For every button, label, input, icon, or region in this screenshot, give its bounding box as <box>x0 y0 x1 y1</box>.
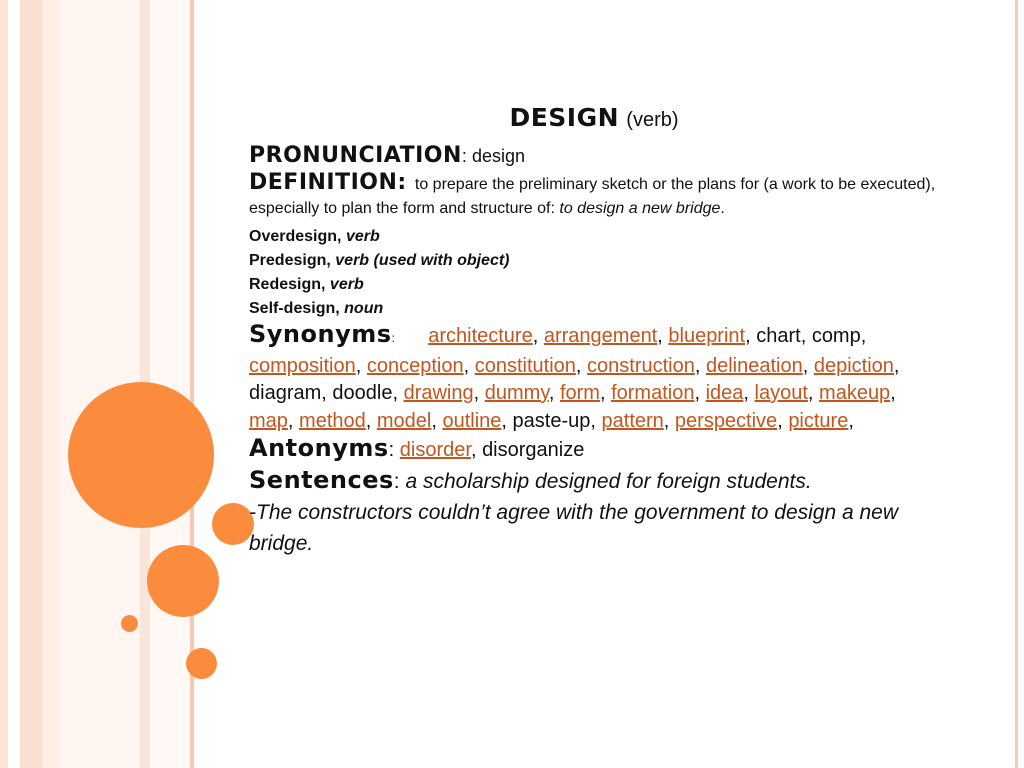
word-link[interactable]: picture <box>788 409 849 432</box>
word-link[interactable]: form <box>559 382 600 404</box>
word-text: diagram <box>249 382 322 404</box>
form-word: Predesign, <box>249 252 331 269</box>
form-word: Redesign, <box>249 276 326 293</box>
sentence-first: a scholarship designed for foreign students. <box>405 469 812 493</box>
word-text: paste-up <box>512 409 591 432</box>
word-text: chart <box>756 325 801 347</box>
word-form-item <box>249 225 939 249</box>
decor-stripe <box>8 0 20 768</box>
word-link[interactable]: constitution <box>474 354 576 377</box>
decor-stripe <box>0 0 8 768</box>
word-link[interactable]: formation <box>611 382 695 404</box>
slide-title <box>249 100 939 137</box>
word-link[interactable]: dummy <box>484 382 549 404</box>
definition-end: . <box>720 200 725 217</box>
form-word: Self-design, <box>249 300 340 317</box>
word-link[interactable]: idea <box>705 382 744 404</box>
word-link[interactable]: makeup <box>819 382 891 404</box>
decor-stripe <box>20 0 42 768</box>
form-pos: verb <box>345 228 380 245</box>
form-word: Overdesign, <box>249 228 342 245</box>
word-link[interactable]: architecture <box>428 325 533 347</box>
sentences-label: Sentences <box>249 465 394 494</box>
decor-circle-large <box>68 382 214 528</box>
definition-block: DEFINITION: to prepare the preliminary sketch or the plans for (a work to be executed), especially to plan the form and structure of: to design a new bridge. <box>249 170 936 217</box>
word-link[interactable]: pattern <box>601 409 664 432</box>
form-pos: verb <box>329 276 364 293</box>
decor-stripe <box>42 0 60 768</box>
word-text: disorganize <box>482 439 585 461</box>
word-form-item <box>249 273 939 297</box>
form-pos: verb (used with object) <box>335 252 510 269</box>
word-link[interactable]: perspective <box>674 409 778 432</box>
word-form-item <box>249 297 939 321</box>
pronunciation-label: PRONUNCIATION <box>249 143 462 168</box>
word-text: comp <box>811 325 861 347</box>
decor-circle-small <box>121 615 138 632</box>
word-forms <box>249 225 939 321</box>
title-pos: (verb) <box>626 109 679 131</box>
word-link[interactable]: drawing <box>403 382 474 404</box>
word-link[interactable]: composition <box>249 354 356 377</box>
slide-content <box>249 100 939 559</box>
word-link[interactable]: outline <box>442 409 502 432</box>
definition-example: to design a new bridge <box>559 200 721 217</box>
synonyms-block: Synonyms: architecture, arrangement, blueprint, chart, comp, composition, conception, constitution, construction, delineation, depiction, diagram, doodle, drawing, dummy, form, formation, idea, layout, makeup, map, method, model, outline, paste-up, pattern, perspective, picture, <box>249 320 900 432</box>
word-link[interactable]: layout <box>754 382 808 404</box>
title-word: DESIGN <box>509 103 620 132</box>
antonyms-list: disorder, disorganize <box>399 439 585 461</box>
pronunciation-value: design <box>471 146 525 166</box>
word-link[interactable]: arrangement <box>543 325 658 347</box>
word-text: doodle <box>332 382 393 404</box>
word-link[interactable]: blueprint <box>668 325 746 347</box>
word-link[interactable]: disorder <box>399 439 471 461</box>
word-link[interactable]: depiction <box>813 354 894 377</box>
antonyms-label: Antonyms <box>249 434 389 462</box>
word-link[interactable]: construction <box>587 354 695 377</box>
word-link[interactable]: conception <box>366 354 464 377</box>
word-link[interactable]: method <box>299 409 366 432</box>
right-border-line <box>1015 0 1018 768</box>
word-link[interactable]: delineation <box>705 354 803 377</box>
synonyms-list: architecture, arrangement, blueprint, chart, comp, composition, conception, constitution, construction, delineation, depiction, diagram, doodle, drawing, dummy, form, formation, idea, layout, makeup, map, method, model, outline, paste-up, pattern, perspective, picture, <box>249 325 900 432</box>
antonyms-block: Antonyms: disorder, disorganize <box>249 434 585 462</box>
word-form-item <box>249 249 939 273</box>
sentence-second: -The constructors couldn’t agree with the government to design a new bridge. <box>249 500 899 555</box>
word-link[interactable]: map <box>249 409 288 432</box>
definition-label: DEFINITION <box>249 170 398 195</box>
decor-circle <box>186 648 217 679</box>
definition-text: to prepare the preliminary sketch or the plans for (a work to be executed), especially to plan the form and structure of: <box>249 176 936 217</box>
synonyms-label: Synonyms <box>249 320 392 348</box>
form-pos: noun <box>344 300 384 317</box>
pronunciation-line: PRONUNCIATION: design <box>249 143 525 168</box>
word-link[interactable]: model <box>376 409 432 432</box>
decor-circle <box>212 503 254 545</box>
sentences-block: Sentences: a scholarship designed for foreign students. -The constructors couldn’t agree with the government to design a new bridge. <box>249 465 899 555</box>
decor-circle-medium <box>147 545 219 617</box>
